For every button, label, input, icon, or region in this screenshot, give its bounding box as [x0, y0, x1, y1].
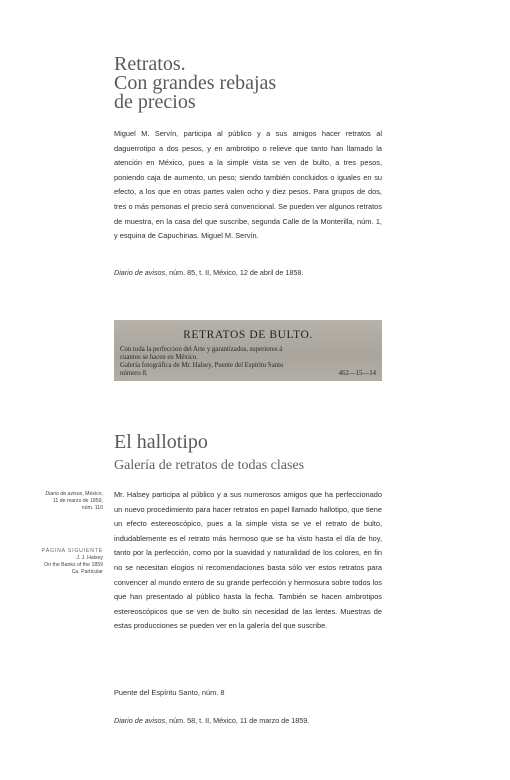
- article-body-retratos: Miguel M. Servín, participa al público y a sus amigos hacer retratos al daguerrotipo a dos pesos, y en ambrotipo o relieve que tanto han llamado la atención en México, pues a la simple vista se ven de bulto, a tres pesos, poniendo caja de aumento, un peso; siendo también concluidos o iguales en su efecto, a los que en otras partes valen ocho y diez pesos. Para grupos de dos, tres o más personas el precio será convencional. Se pueden ver algunos retratos de muestra, en la casa del que suscribe, segunda Calle de la Monterilla, núm. 1, y esquina de Capuchinas. Miguel M. Servín.: [114, 129, 382, 241]
- clipping-line: Galería fotográfica de Mr. Halsey, Puente del Espíritu Santo: [120, 362, 284, 369]
- title-line-2: Con grandes rebajas: [114, 72, 277, 94]
- clipping-headline: RETRATOS DE BULTO.: [183, 329, 313, 341]
- sidebar-citation: [40, 491, 103, 513]
- newspaper-clipping-image: [114, 320, 382, 381]
- citation-retratos: [114, 268, 303, 277]
- sidebar-note-line: On the Banks of the 1859: [44, 562, 103, 569]
- address-line: Puente del Espíritu Santo, núm. 8: [114, 688, 225, 697]
- article-body-hallotipo: Mr. Halsey participa al público y a sus numerosos amigos que ha perfeccionado un nuevo procedimiento para hacer retratos en papel llamado hallotipo, que tiene un efecto estereoscópico, pues a la simple vista se ve el retrato de bulto, indudablemente es el retrato más hermoso que se ha visto hasta el día de hoy, tanto por la perfección, como por la suavidad y naturalidad de los colores, en fin no se necesitan elogios ni recomendaciones basta sólo ver estos retratos para convencer al mundo entero de su grande perfección y hermosura sobre todos los que han presentado al público hasta la fecha. También se hacen ambrotipos estereoscópicos que se ven de bulto sin necesidad de las lentes. Muestras de estas producciones se pueden ver en la galería del que suscribe.: [114, 490, 382, 631]
- title-line-3: de precios: [114, 91, 196, 113]
- clipping-reference: 462—15—14: [338, 370, 376, 377]
- article-title-retratos: [114, 55, 414, 112]
- sidebar-citation-details: , México, 11 de marzo de 1859, núm. 110: [52, 491, 103, 512]
- sidebar-note: [40, 555, 103, 577]
- clipping-number: número 8.: [120, 370, 148, 377]
- citation-details: , núm. 58, t. II, México, 11 de marzo de 1859.: [165, 716, 310, 725]
- title-line-1: Retratos.: [114, 53, 186, 75]
- citation-source: Diario de avisos: [114, 716, 166, 725]
- sidebar-note-line: J. J. Halsey: [76, 555, 103, 561]
- clipping-line: cuantos se hacen en México.: [120, 354, 198, 361]
- sidebar-note-line: Ca. Particular: [71, 569, 103, 576]
- clipping-line: Con toda la perfeccion del Arte y garantizados, superiores á: [120, 346, 283, 353]
- article-subtitle-hallotipo: Galería de retratos de todas clases: [114, 458, 305, 473]
- citation-details: , núm. 85, t. II, México, 12 de abril de 1858.: [165, 268, 304, 277]
- article-title-hallotipo: El hallotipo: [114, 431, 208, 453]
- citation-hallotipo: [114, 716, 309, 725]
- sidebar-label: PÁGINA SIGUIENTE: [41, 548, 103, 554]
- sidebar-citation-source: Diario de avisos: [45, 491, 83, 497]
- clipping-line: [120, 370, 376, 378]
- citation-source: Diario de avisos: [114, 268, 166, 277]
